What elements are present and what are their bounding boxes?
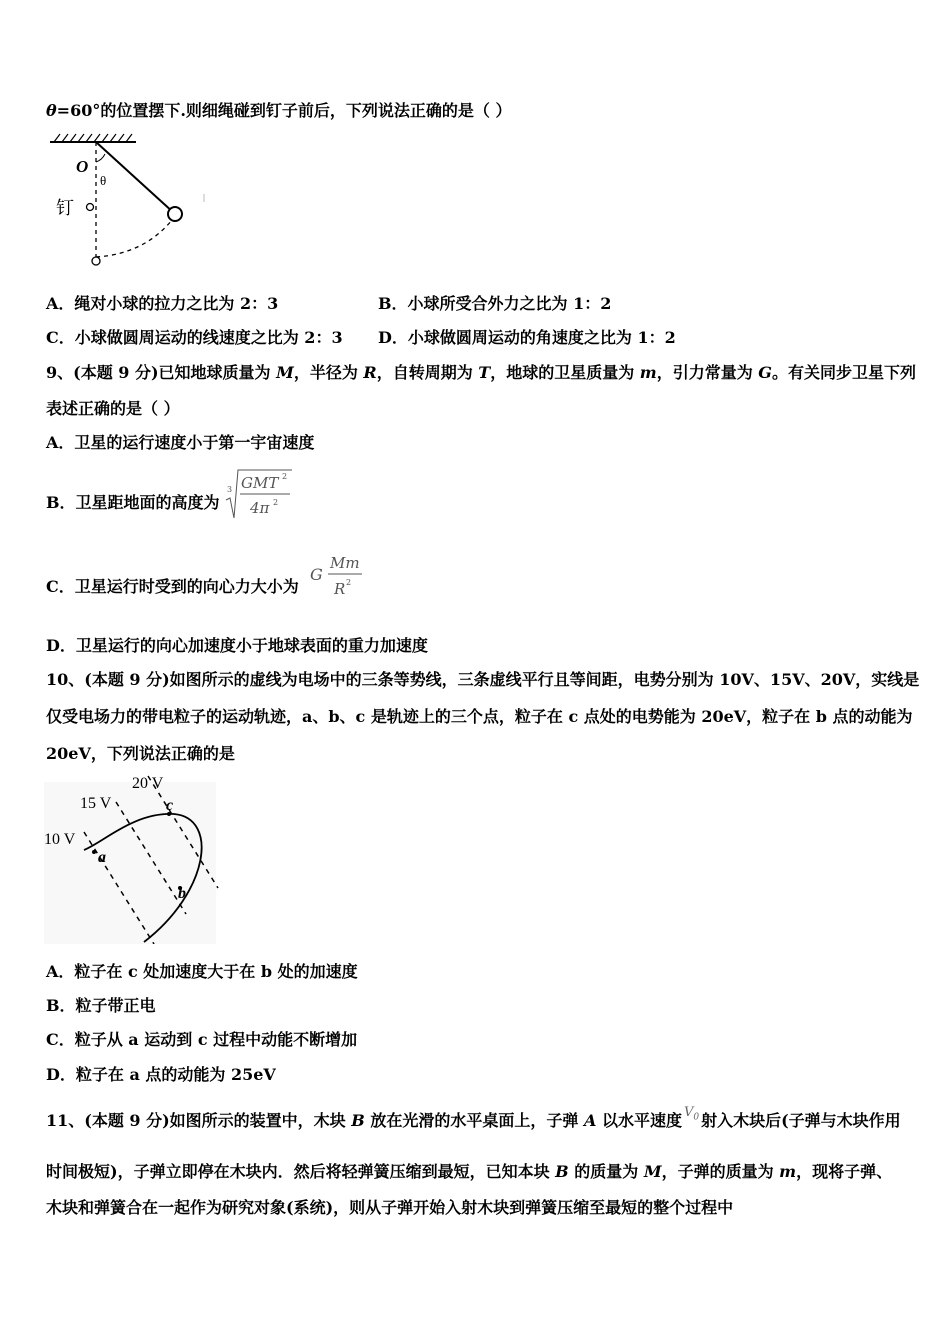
q11-var-m-big: M [643,1162,662,1181]
q11-var-a: A [583,1111,597,1130]
q11-text-3: 以水平速度 [596,1111,682,1130]
q11-stem-line3: 木块和弹簧合在一起作为研究对象(系统)，则从子弹开始入射木块到弹簧压缩至最短的整个过程中 [46,1198,734,1217]
q9-text-6: 。有关同步卫星下列 [771,363,916,382]
q11-text-4: 射入木块后(子弹与木块作用 [701,1111,901,1130]
q10-option-a: A．粒子在 c 处加速度大于在 b 处的加速度 [46,962,358,981]
q11-v0 [683,1105,700,1123]
fig-label-theta: θ [100,173,107,188]
q11-text-8: ，现将子弹、 [796,1162,893,1181]
q11-var-b2: B [555,1162,569,1181]
q9-var-m-big: M [276,363,294,382]
q11-var-m-small: m [779,1162,797,1181]
formula-num-exp: 2 [282,472,288,481]
q11-text-2: 放在光滑的水平桌面上，子弹 [364,1111,584,1130]
formula-denominator: 4π [250,499,270,517]
label-c: c [166,797,174,814]
q11-text-6: 的质量为 [568,1162,644,1181]
q9-stem-line1 [46,362,916,384]
q9-option-c-formula [308,552,368,600]
q9-stem-line2: 表述正确的是（ ） [46,399,180,418]
q9-var-m-small: m [639,363,657,382]
q9-text-5: ，引力常量为 [656,363,759,382]
q9-option-d: D．卫星运行的向心加速度小于地球表面的重力加速度 [46,636,428,655]
q11-v0-letter: V [683,1105,694,1120]
q11-var-b: B [351,1111,365,1130]
q10-option-b: B．粒子带正电 [46,996,156,1015]
q11-text-1: 11、(本题 9 分)如图所示的装置中，木块 [46,1111,352,1130]
q9-text-3: ，自转周期为 [376,363,479,382]
q11-text-7: ，子弹的质量为 [661,1162,780,1181]
pendulum-figure [44,132,224,272]
q8-option-c: C．小球做圆周运动的线速度之比为 2：3 [46,328,343,347]
label-a: a [98,849,106,866]
q9-option-b: B．卫星距地面的高度为 [46,493,220,512]
q11-stem-line1 [46,1105,901,1139]
q9-option-c: C．卫星运行时受到的向心力大小为 [46,577,299,596]
q9-var-g: G [758,363,772,382]
theta-symbol: θ [46,101,57,120]
label-15v: 15 V [80,795,112,812]
q9-text-2: ，半径为 [293,363,364,382]
q10-stem-line3: 20eV，下列说法正确的是 [46,744,235,763]
label-b: b [178,885,186,902]
q9-var-r: R [363,363,377,382]
q8-stem-text: =60°的位置摆下.则细绳碰到钉子前后，下列说法正确的是（ ） [56,101,512,120]
q11-stem-line2 [46,1161,892,1183]
q10-stem-line1: 10、(本题 9 分)如图所示的虚线为电场中的三条等势线，三条虚线平行且等间距，电势分别为 10V、15V、20V，实线是 [46,670,920,689]
q11-text-5: 时间极短)，子弹立即停在木块内．然后将轻弹簧压缩到最短，已知本块 [46,1162,556,1181]
formula-c-den-exp: 2 [346,578,352,587]
fig-label-nail: 钉 [56,198,74,219]
q9-text-4: ，地球的卫星质量为 [490,363,640,382]
formula-c-denominator: R [334,580,346,598]
q9-option-a: A．卫星的运行速度小于第一宇宙速度 [46,433,315,452]
q8-option-a: A．绳对小球的拉力之比为 2：3 [46,294,279,313]
q10-option-c: C．粒子从 a 运动到 c 过程中动能不断增加 [46,1030,358,1049]
label-20v: 20 V [132,775,164,792]
q8-option-b: B．小球所受合外力之比为 1：2 [378,294,612,313]
q9-text-1: 9、(本题 9 分)已知地球质量为 [46,363,277,382]
q10-stem-line2: 仅受电场力的带电粒子的运动轨迹，a、b、c 是轨迹上的三个点，粒子在 c 点处的电势能为 20eV，粒子在 b 点的动能为 [46,707,913,726]
formula-g: G [310,565,323,584]
fig-label-o: O [76,157,89,176]
q9-var-t: T [478,363,491,382]
formula-c-numerator: Mm [330,554,360,572]
q8-option-d: D．小球做圆周运动的角速度之比为 1：2 [378,328,676,347]
formula-den-exp: 2 [273,498,279,507]
q11-v0-sub: 0 [693,1112,700,1123]
q9-option-b-formula [224,466,294,522]
q10-option-d: D．粒子在 a 点的动能为 25eV [46,1065,276,1084]
formula-numerator: GMT [241,474,279,492]
label-10v: 10 V [44,831,76,848]
field-figure [44,772,224,944]
root-index: 3 [227,485,233,494]
q8-stem [46,100,512,122]
